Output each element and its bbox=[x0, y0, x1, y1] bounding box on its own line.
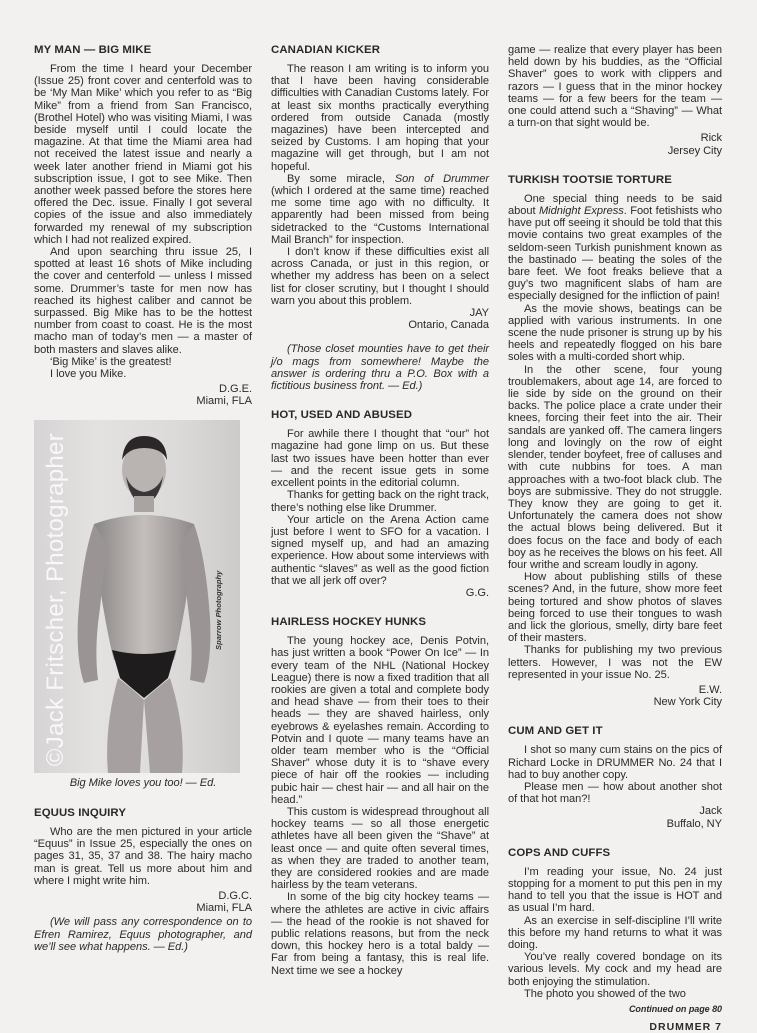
letter-paragraph: Thanks for publishing my two previous letters. However, I was not the EW represented in your issue No. 25. bbox=[508, 644, 722, 681]
column-middle bbox=[271, 44, 489, 977]
text-run: . Foot fetishists who have put off seeing it should be told that this movie contains two great examples of the seldom-seen Turkish punishment known as the bastinado — beating the soles of the bare feet. We foot freaks believe that a guy’s two magnificent slabs of ham are especially designed for the infliction of pain! bbox=[508, 205, 722, 303]
photo-caption: Big Mike loves you too! — Ed. bbox=[69, 776, 217, 789]
editor-note: (We will pass any correspondence on to Efren Ramirez, Equus photographer, and we’ll see what happens. — Ed.) bbox=[34, 916, 252, 953]
letter-paragraph: The reason I am writing is to inform you that I have been having considerable difficulties with Canadian Customs lately. For at least six months practically everything ordered from outside Canada (mostly magazines) have been intercepted and seized by Customs. I am hoping that your magazine will get through, but I am not hopeful. bbox=[271, 63, 489, 173]
letter-equus-inquiry bbox=[34, 807, 252, 953]
spacer bbox=[271, 392, 489, 409]
text-run: By some miracle, bbox=[287, 172, 395, 185]
photo-credit: Sparrow Photography bbox=[214, 570, 223, 650]
signature: Jack bbox=[699, 805, 722, 818]
letter-paragraph: As the movie shows, beatings can be applied with various instruments. In one scene the nude prisoner is strung up by his heels and repeatedly flogged on his bare soles with a multi-corded short whip. bbox=[508, 302, 722, 364]
letter-paragraph: game — realize that every player has been held down by his buddies, as the “Official Shaver” goes to work with clippers and razors — I guess that in the minor hockey teams — for a few beers for the team — one could attend such a “Shaving” — What a turn-on that sight would be. bbox=[508, 44, 722, 130]
text-run: One special thing needs to be said about bbox=[508, 192, 722, 218]
letter-paragraph: For awhile there I thought that “our” hot magazine had gone limp on us. But these last two issues have been hotter than ever — and the recent issue gets in some excellent points in the editorial column. bbox=[271, 428, 489, 490]
letter-paragraph: Thanks for getting back on the right track, there’s nothing else like Drummer. bbox=[271, 489, 489, 514]
letter-paragraph: This custom is widespread throughout all hockey teams — so all those energetic athletes have all been given the “Shave” at least once — and quite often several times, as when they are traded to another team, they are considered rookies and are made hairless by the team veterans. bbox=[271, 805, 489, 892]
signature: G.G. bbox=[465, 586, 489, 599]
continued-on-link[interactable]: Continued on page 80 bbox=[628, 1004, 722, 1015]
letter-paragraph: ‘Big Mike’ is the greatest! bbox=[50, 355, 172, 368]
letter-my-man-big-mike bbox=[34, 44, 252, 408]
letter-heading: EQUUS INQUIRY bbox=[34, 806, 127, 819]
letter-turkish-tootsie-torture bbox=[508, 174, 722, 709]
letter-paragraph: I don’t know if these difficulties exist all across Canada, or just in this region, or whether my address has been on a select list for closer scrutiny, but I thought I should warn you about this problem. bbox=[271, 246, 489, 307]
letter-heading: MY MAN — BIG MIKE bbox=[34, 44, 152, 56]
spacer bbox=[508, 157, 722, 174]
letter-hot-used-abused bbox=[271, 409, 489, 599]
letter-paragraph: And upon searching thru issue 25, I spotted at least 16 shots of Mike including the cover and centerfold — unless I missed some. Drummer’s taste for men now has reached its highest caliber and cannot be surpassed. Big Mike has to be the hottest number from coast to coast. He is the most macho man of today’s men — a master of both masters and slaves alike. bbox=[34, 246, 252, 356]
letter-heading: CANADIAN KICKER bbox=[271, 44, 381, 56]
signature: JAY bbox=[469, 307, 489, 320]
editor-note: (Those closet mounties have to get their j/o mags from somewhere! Maybe the answer is ordering thru a P.O. Box with a fictitious business front. — Ed.) bbox=[271, 343, 489, 393]
signature: Rick bbox=[700, 132, 722, 145]
letter-heading: COPS AND CUFFS bbox=[508, 846, 611, 859]
letter-heading: HAIRLESS HOCKEY HUNKS bbox=[271, 616, 427, 629]
letter-paragraph: In some of the big city hockey teams — where the athletes are active in civic affairs — the head of the rookie is not shaved for public relations reasons, but from the neck down, this hockey hero is a total baldy — Far from being a fantasy, this is real life. Next time we see a hockey bbox=[271, 891, 489, 977]
letter-cops-and-cuffs bbox=[508, 847, 722, 1033]
signature: D.G.E. bbox=[219, 383, 252, 396]
letter-signature-block bbox=[508, 805, 722, 829]
letter-paragraph: Your article on the Arena Action came just before I went to SFO for a vacation. I signed myself up, and had an amazing experience. How about some interviews with authentic “slaves” as well as the good fiction that we all jerk off over? bbox=[271, 513, 489, 587]
text-run: (which I ordered at the same time) reached me some time ago with no difficulty. It apparently had been missed from being sidetracked to the “Customs International Mail Branch” for inspection. bbox=[271, 185, 489, 246]
letter-hockey-continued bbox=[508, 44, 722, 157]
spacer bbox=[508, 708, 722, 725]
letter-signature-block bbox=[508, 684, 722, 708]
letter-paragraph: Who are the men pictured in your article “Equus” in Issue 25, especially the ones on pages 31, 35, 37 and 38. The hairy macho man is great. Tell us more about him and where I might write him. bbox=[34, 825, 252, 887]
letter-canadian-kicker bbox=[271, 44, 489, 392]
letter-paragraph: You’ve really covered bondage on its various levels. My cock and my head are both enjoying the stimulation. bbox=[508, 951, 722, 988]
letter-cum-and-get-it bbox=[508, 725, 722, 829]
location: Jersey City bbox=[667, 144, 722, 157]
column-left bbox=[34, 44, 252, 953]
location: Miami, FLA bbox=[196, 395, 252, 408]
spacer bbox=[508, 830, 722, 847]
letter-heading: HOT, USED AND ABUSED bbox=[271, 409, 413, 422]
publication-title: Son of Drummer bbox=[394, 172, 489, 185]
photographer-watermark: ©Jack Fritscher, Photographer bbox=[41, 433, 69, 767]
letter-paragraph: Please men — how about another shot of that hot man?! bbox=[508, 780, 722, 806]
letter-hairless-hockey-hunks bbox=[271, 616, 489, 977]
location: Ontario, Canada bbox=[408, 319, 489, 332]
letter-paragraph: From the time I heard your December (Issue 25) front cover and centerfold was to be ‘My Man Mike’ which you refer to as “Big Mike” from a friend from San Francisco, (Brothel Hotel) who was visiting Miami, I was beside myself until I could locate the magazine. At that time the Miami area had not received the latest issue and nearly a week later another friend in Miami got his subscription issue, I got to see Mike. Then another week passed before the stores here offered the Dec. issue. Finally I got several copies of the issue and also immediately forwarded my renewal of my subscription which I had not realized expired. bbox=[34, 63, 252, 246]
movie-title: Midnight Express bbox=[538, 205, 624, 218]
letter-signature-block bbox=[34, 890, 252, 914]
letter-signature-block bbox=[34, 383, 252, 407]
photo-big-mike bbox=[34, 420, 240, 773]
spacer bbox=[271, 599, 489, 616]
letter-paragraph bbox=[508, 193, 722, 303]
photo-figure-silhouette bbox=[64, 428, 214, 773]
signature: E.W. bbox=[698, 683, 722, 696]
letter-paragraph: The young hockey ace, Denis Potvin, has just written a book “Power On Ice” — In every team of the NHL (National Hockey League) there is now a fixed tradition that all rookies are given a total and complete body and head shave — from their toes to their heads — they are shaved hairless, only eyebrows & eyelashes remain. According to Potvin and I quote — many teams have an older team member who is the “Official Shaver” whose duty it is to “shave every piece of hair off the rookies — including pubic hair — chest hair — and all hair on the head.” bbox=[271, 635, 489, 806]
location: New York City bbox=[653, 696, 722, 709]
letter-signature-block bbox=[271, 307, 489, 331]
letter-paragraph: I shot so many cum stains on the pics of Richard Locke in DRUMMER No. 24 that I had to buy another copy. bbox=[508, 744, 722, 781]
letter-paragraph bbox=[271, 173, 489, 246]
letter-paragraph: In the other scene, four young troublemakers, about age 14, are forced to lie side by side on the ground on their backs. The police place a crate under their knees, forcing their feet into the air. Their sandals are yanked off. The camera lingers long and lovingly on the row of eight slender, tender boyfeet, free of calluses and with cute nubbins for toes. A man approaches with a two-foot black club. The boys are submissive. They do not struggle. They know they are going to get it. Unfortunately the camera does not show the actual blows being delivered. But it does focus on the face and body of each boy as he receives the blows on his feet. All four writhe and scream loudly in agony. bbox=[508, 363, 722, 571]
letter-paragraph: I love you Mike. bbox=[50, 368, 127, 381]
letter-paragraph: I’m reading your issue, No. 24 just stopping for a moment to put this pen in my hand to tell you that the issue is HOT and as usual I’m hard. bbox=[508, 865, 722, 915]
letter-paragraph: How about publishing stills of these scenes? And, in the future, show more feet being tortured and show photos of slaves being forced to use their tongues to wash and lick the glorious, smelly, dirty bare feet of their masters. bbox=[508, 571, 722, 645]
location: Buffalo, NY bbox=[666, 817, 722, 830]
column-right bbox=[508, 44, 722, 1033]
page-folio: DRUMMER 7 bbox=[649, 1021, 722, 1033]
letter-heading: CUM AND GET IT bbox=[508, 725, 603, 738]
letter-paragraph: The photo you showed of the two bbox=[524, 987, 686, 1000]
letter-heading: TURKISH TOOTSIE TORTURE bbox=[508, 173, 672, 186]
signature: D.G.C. bbox=[218, 889, 252, 902]
letter-signature-block bbox=[508, 132, 722, 156]
letter-signature-block bbox=[271, 587, 489, 599]
letter-paragraph: As an exercise in self-discipline I’ll write this before my hand returns to what it was doing. bbox=[508, 914, 722, 951]
location: Miami, FLA bbox=[196, 902, 252, 915]
